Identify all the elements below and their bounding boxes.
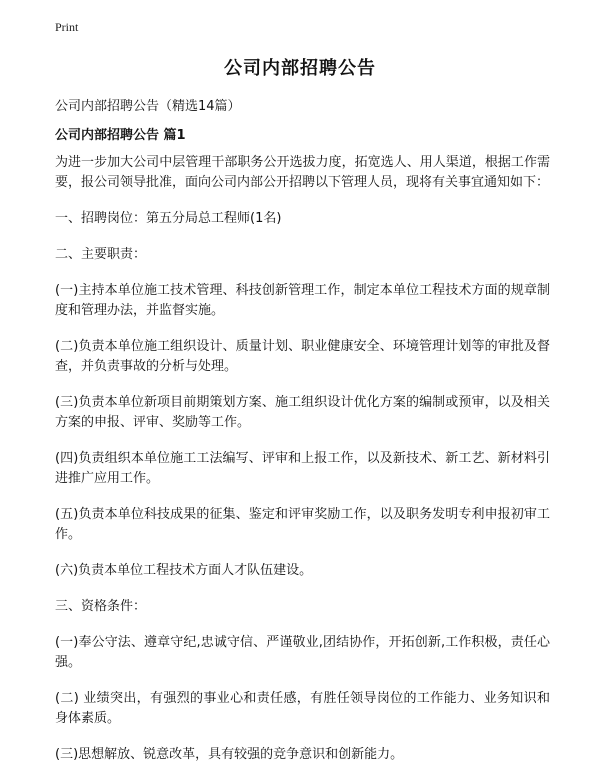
page-title: 公司内部招聘公告: [224, 58, 376, 79]
qualification-item: (二) 业绩突出，有强烈的事业心和责任感，有胜任领导岗位的工作能力、业务知识和身体素质。: [55, 691, 550, 726]
duty-item: (三)负责本单位新项目前期策划方案、施工组织设计优化方案的编制或预审，以及相关方案的申报、评审、奖励等工作。: [55, 395, 550, 430]
duty-item: (五)负责本单位科技成果的征集、鉴定和评审奖励工作，以及职务发明专利申报初审工作。: [55, 507, 550, 542]
print-link[interactable]: Print: [55, 20, 79, 34]
document-subtitle: 公司内部招聘公告（精选14篇）: [55, 99, 241, 114]
qualification-item: (三)思想解放、锐意改革，具有较强的竞争意识和创新能力。: [55, 747, 404, 762]
qualifications-heading: 三、资格条件：: [55, 599, 147, 614]
duty-item: (六)负责本单位工程技术方面人才队伍建设。: [55, 563, 313, 578]
duty-item: (二)负责本单位施工组织设计、质量计划、职业健康安全、环境管理计划等的审批及督查，并负责事故的分析与处理。: [55, 339, 550, 374]
duty-item: (四)负责组织本单位施工工法编写、评审和上报工作，以及新技术、新工艺、新材料引进推广应用工作。: [55, 451, 550, 486]
section-heading: 公司内部招聘公告 篇1: [55, 128, 186, 143]
qualification-item: (一)奉公守法、遵章守纪,忠诚守信、严谨敬业,团结协作，开拓创新,工作积极，责任心强。: [55, 635, 550, 670]
duties-heading: 二、主要职责：: [55, 247, 147, 262]
document-body: [55, 153, 550, 781]
recruitment-position: 一、招聘岗位：第五分局总工程师(1名): [55, 211, 282, 226]
intro-paragraph: 为进一步加大公司中层管理干部职务公开选拔力度，拓宽选人、用人渠道，根据工作需要，报公司领导批准，面向公司内部公开招聘以下管理人员，现将有关事宜通知如下：: [55, 155, 550, 190]
duty-item: (一)主持本单位施工技术管理、科技创新管理工作，制定本单位工程技术方面的规章制度和管理办法，并监督实施。: [55, 283, 550, 318]
